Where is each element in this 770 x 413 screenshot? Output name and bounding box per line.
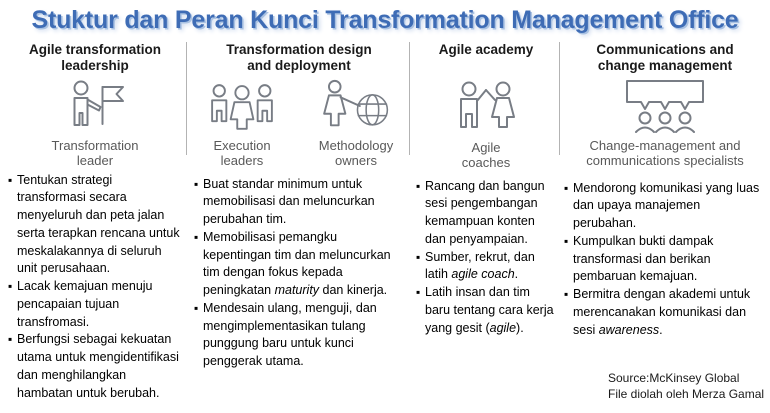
flag-person-icon	[64, 78, 126, 134]
speech-bubble-team-icon	[621, 78, 709, 134]
person-globe-icon	[317, 78, 395, 134]
bullet-text-italic: awareness	[598, 322, 660, 337]
bullet-text: Tentukan strategi transformasi secara menyeluruh dan peta jalan serta terapkan rencana untuk meskalakannya di seluruh unit perusahaan.	[17, 172, 180, 276]
role-label: Agile coaches	[461, 140, 511, 171]
column-header: Communications and change management	[596, 42, 734, 73]
role-label: Execution leaders	[213, 138, 271, 169]
bullet-text: Latih insan dan tim baru tentang cara kerja yang gesit (	[425, 285, 554, 335]
team-group-icon	[205, 78, 279, 134]
bullet-item	[194, 176, 404, 229]
bullet-text: Lacak kemajuan menuju pencapaian tujuan transfromasi.	[17, 279, 153, 329]
role	[448, 78, 524, 171]
column-transformation-design-deployment	[194, 42, 404, 371]
bullet-text-italic: agile coach	[451, 267, 515, 282]
bullet-item	[194, 300, 404, 371]
roles-row	[416, 78, 556, 171]
source-line: Source:McKinsey Global	[608, 371, 740, 385]
high-five-icon	[448, 78, 524, 136]
bullet-list	[194, 176, 404, 371]
bullet-item	[564, 180, 766, 233]
column-communications-change-management	[564, 42, 766, 339]
bullet-text: Berfungsi sebagai kekuatan utama untuk mengidentifikasi dan menghilangkan hambatan untuk berubah.	[17, 332, 179, 400]
bullet-item	[8, 172, 182, 279]
column-header: Agile transformation leadership	[28, 42, 161, 73]
column-header: Transformation design and deployment	[226, 42, 372, 73]
bullet-list	[416, 178, 556, 338]
bullet-item	[416, 284, 556, 337]
role	[310, 78, 402, 169]
source-attribution	[608, 371, 764, 403]
column-divider	[559, 42, 560, 155]
column-agile-transformation-leadership	[8, 42, 182, 402]
roles-row	[194, 78, 404, 169]
column-divider	[409, 42, 410, 155]
bullet-text: Rancang dan bangun sesi pengembangan kemampuan konten dan penyampaian.	[425, 178, 545, 246]
role-label: Methodology owners	[318, 138, 394, 169]
page-title: Stuktur dan Peran Kunci Transformation Management Office	[31, 6, 739, 34]
bullet-item	[564, 286, 766, 339]
role	[196, 78, 288, 169]
bullet-list	[564, 180, 766, 340]
role	[567, 78, 763, 169]
bullet-text: Memobilisasi pemangku kepentingan tim dan meluncurkan tim dengan fokus kepada peningkatan	[203, 229, 391, 298]
bullet-item	[8, 331, 182, 402]
role-label: Change-management and communications specialists	[586, 138, 744, 169]
bullet-text: .	[514, 267, 519, 282]
source-line: File diolah oleh Merza Gamal	[608, 386, 765, 401]
bullet-text: Mendorong komunikasi yang luas dan upaya manajemen perubahan.	[573, 180, 760, 231]
bullet-text: Buat standar minimum untuk memobilisasi dan meluncurkan perubahan tim.	[203, 176, 375, 227]
bullet-item	[8, 278, 182, 331]
bullet-item	[564, 233, 766, 286]
bullet-text: Kumpulkan bukti dampak transformasi dan berikan pembaruan kemajuan.	[573, 233, 714, 284]
roles-row	[564, 78, 766, 169]
bullet-list	[8, 172, 182, 403]
bullet-text-italic: agile	[489, 320, 517, 335]
bullet-text: Mendesain ulang, menguji, dan mengimplementasikan tulang punggung baru untuk kunci penggerak utama.	[203, 300, 377, 369]
roles-row	[8, 78, 182, 169]
bullet-text: dan kinerja.	[319, 283, 388, 298]
bullet-text: .	[659, 322, 663, 337]
bullet-item	[416, 249, 556, 285]
role	[40, 78, 150, 169]
bullet-item	[416, 178, 556, 249]
bullet-text-italic: maturity	[274, 283, 320, 298]
column-header: Agile academy	[438, 42, 534, 57]
bullet-text: Bermitra dengan akademi untuk merencanakan komunikasi dan sesi	[573, 287, 751, 337]
column-divider	[186, 42, 187, 155]
role-label: Transformation leader	[51, 138, 139, 169]
bullet-item	[194, 229, 404, 300]
column-agile-academy	[416, 42, 556, 337]
bullet-text: Sumber, rekrut, dan latih	[425, 249, 535, 282]
bullet-text: ).	[516, 320, 524, 335]
